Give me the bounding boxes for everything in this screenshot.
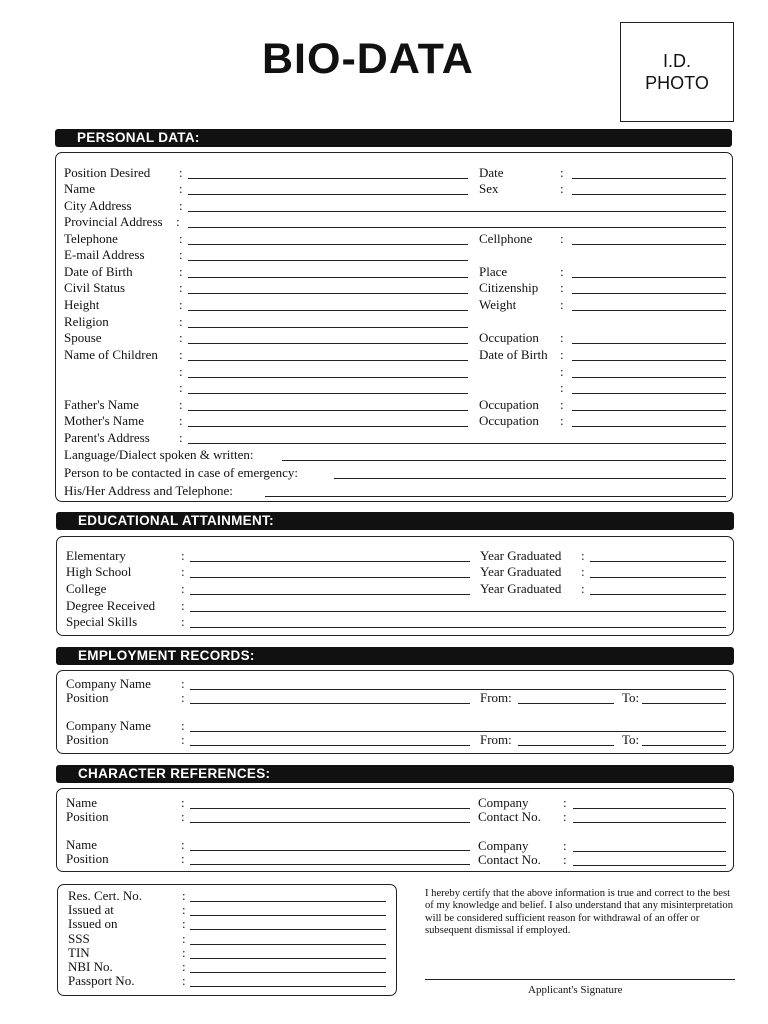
colon: : bbox=[181, 851, 185, 866]
emergency-contact-field[interactable] bbox=[334, 478, 726, 479]
name-label: Name bbox=[64, 181, 96, 196]
colon: : bbox=[560, 364, 564, 379]
ref-contact-field-2[interactable] bbox=[573, 865, 726, 866]
mothers-name-label: Mother's Name bbox=[64, 413, 144, 428]
colon: : bbox=[181, 809, 185, 824]
colon: : bbox=[560, 347, 564, 362]
colon: : bbox=[182, 930, 186, 946]
colon: : bbox=[179, 181, 183, 196]
emergency-contact-label: Person to be contacted in case of emergency: bbox=[64, 465, 299, 480]
to-label-1: To: bbox=[622, 690, 640, 705]
colon: : bbox=[181, 676, 185, 691]
city-address-label: City Address bbox=[64, 198, 132, 213]
place-field[interactable] bbox=[572, 277, 726, 278]
references-box bbox=[56, 788, 734, 872]
colon: : bbox=[560, 264, 564, 279]
colon: : bbox=[181, 548, 185, 563]
photo-label-line2: PHOTO bbox=[645, 73, 709, 93]
colon: : bbox=[563, 852, 567, 867]
id-nbi-field[interactable] bbox=[190, 972, 386, 973]
colon: : bbox=[179, 430, 183, 445]
colon: : bbox=[182, 902, 186, 918]
spouse-label: Spouse bbox=[64, 330, 102, 345]
company-name-field-1[interactable] bbox=[190, 689, 726, 690]
to-field-1[interactable] bbox=[642, 703, 726, 704]
ref-contact-field-1[interactable] bbox=[573, 822, 726, 823]
colon: : bbox=[181, 598, 185, 613]
colon: : bbox=[179, 314, 183, 329]
colon: : bbox=[179, 280, 183, 295]
education-box bbox=[56, 536, 734, 636]
elementary-label: Elementary bbox=[66, 548, 126, 563]
colon: : bbox=[560, 280, 564, 295]
elementary-field[interactable] bbox=[190, 561, 470, 562]
date-label: Date bbox=[479, 165, 504, 180]
signature-label: Applicant's Signature bbox=[528, 984, 623, 996]
ref-name-field-2[interactable] bbox=[190, 850, 470, 851]
ref-name-label-2: Name bbox=[66, 837, 98, 852]
telephone-field[interactable] bbox=[188, 244, 468, 245]
weight-label: Weight bbox=[479, 297, 517, 312]
ref-company-field-1[interactable] bbox=[573, 808, 726, 809]
to-field-2[interactable] bbox=[642, 745, 726, 746]
from-field-1[interactable] bbox=[518, 703, 614, 704]
children-dob-label-1: Date of Birth bbox=[479, 347, 548, 362]
colon: : bbox=[182, 959, 186, 974]
colon: : bbox=[181, 581, 185, 596]
father-occupation-label: Occupation bbox=[479, 397, 539, 412]
certification-text: I hereby certify that the above information is true and correct to the best of my knowledge and belief. I also understand that any misinterpretation will be considered sufficient reason for withdrawal of an offer or subsequent dismissal if employed. bbox=[425, 888, 734, 936]
colon: : bbox=[179, 264, 183, 279]
id-tin-field[interactable] bbox=[190, 958, 386, 959]
section-educational-attainment: EDUCATIONAL ATTAINMENT: bbox=[56, 512, 734, 530]
company-name-label-2: Company Name bbox=[66, 718, 151, 733]
colon: : bbox=[181, 690, 185, 705]
telephone-label: Telephone bbox=[64, 231, 118, 246]
page-title: BIO-DATA bbox=[262, 35, 474, 83]
colon: : bbox=[560, 165, 564, 180]
email-field[interactable] bbox=[188, 260, 468, 261]
colon: : bbox=[581, 581, 585, 596]
colon: : bbox=[581, 548, 585, 563]
id-passport-field[interactable] bbox=[190, 986, 386, 987]
spouse-occupation-field[interactable] bbox=[572, 343, 726, 344]
colon: : bbox=[182, 916, 186, 932]
company-name-label-1: Company Name bbox=[66, 676, 151, 691]
id-issued-at-label: Issued at bbox=[68, 902, 114, 918]
date-of-birth-field[interactable] bbox=[188, 277, 468, 278]
id-issued-on-label: Issued on bbox=[68, 916, 118, 932]
ref-position-label-2: Position bbox=[66, 851, 109, 866]
sex-field[interactable] bbox=[572, 194, 726, 195]
height-label: Height bbox=[64, 297, 100, 312]
ref-contact-label-2: Contact No. bbox=[478, 852, 541, 867]
id-sss-label: SSS bbox=[68, 930, 90, 946]
colon: : bbox=[563, 795, 567, 810]
position-desired-field[interactable] bbox=[188, 178, 468, 179]
id-passport-label: Passport No. bbox=[68, 973, 135, 989]
high-school-label: High School bbox=[66, 564, 132, 579]
colon: : bbox=[560, 397, 564, 412]
ref-position-field-1[interactable] bbox=[190, 822, 470, 823]
colon: : bbox=[176, 214, 180, 229]
fathers-name-label: Father's Name bbox=[64, 397, 139, 412]
college-label: College bbox=[66, 581, 107, 596]
children-dob-field-2[interactable] bbox=[572, 377, 726, 378]
position-desired-label: Position Desired bbox=[64, 165, 151, 180]
children-dob-field-3[interactable] bbox=[572, 393, 726, 394]
colon: : bbox=[179, 364, 183, 379]
high-school-field[interactable] bbox=[190, 577, 470, 578]
ref-contact-label-1: Contact No. bbox=[478, 809, 541, 824]
emergency-address-label: His/Her Address and Telephone: bbox=[64, 483, 233, 498]
signature-line[interactable] bbox=[425, 979, 735, 980]
children-field-2[interactable] bbox=[188, 377, 468, 378]
from-label-2: From: bbox=[480, 732, 512, 747]
college-year-field[interactable] bbox=[590, 594, 726, 595]
children-label-1: Name of Children bbox=[64, 347, 158, 362]
from-field-2[interactable] bbox=[518, 745, 614, 746]
children-field-1[interactable] bbox=[188, 360, 468, 361]
id-sss-field[interactable] bbox=[190, 944, 386, 945]
cellphone-label: Cellphone bbox=[479, 231, 533, 246]
college-year-label: Year Graduated bbox=[480, 581, 562, 596]
colon: : bbox=[179, 397, 183, 412]
weight-field[interactable] bbox=[572, 310, 726, 311]
from-label-1: From: bbox=[480, 690, 512, 705]
colon: : bbox=[182, 973, 186, 989]
spouse-field[interactable] bbox=[188, 343, 468, 344]
colon: : bbox=[563, 838, 567, 853]
id-issued-at-field[interactable] bbox=[190, 915, 386, 916]
parents-address-label: Parent's Address bbox=[64, 430, 150, 445]
citizenship-field[interactable] bbox=[572, 293, 726, 294]
religion-label: Religion bbox=[64, 314, 109, 329]
ref-company-label-1: Company bbox=[478, 795, 529, 810]
colon: : bbox=[181, 564, 185, 579]
date-of-birth-label: Date of Birth bbox=[64, 264, 133, 279]
position-label-1: Position bbox=[66, 690, 109, 705]
colon: : bbox=[179, 165, 183, 180]
id-photo-box bbox=[620, 22, 734, 122]
ref-name-label-1: Name bbox=[66, 795, 98, 810]
colon: : bbox=[181, 718, 185, 733]
colon: : bbox=[560, 297, 564, 312]
colon: : bbox=[181, 732, 185, 747]
colon: : bbox=[179, 297, 183, 312]
language-label: Language/Dialect spoken & written: bbox=[64, 447, 254, 462]
civil-status-label: Civil Status bbox=[64, 280, 126, 295]
id-issued-on-field[interactable] bbox=[190, 929, 386, 930]
religion-field[interactable] bbox=[188, 327, 468, 328]
children-field-3[interactable] bbox=[188, 393, 468, 394]
degree-label: Degree Received bbox=[66, 598, 156, 613]
high-school-year-label: Year Graduated bbox=[480, 564, 562, 579]
colon: : bbox=[181, 614, 185, 629]
cellphone-field[interactable] bbox=[572, 244, 726, 245]
company-name-field-2[interactable] bbox=[190, 731, 726, 732]
date-field[interactable] bbox=[572, 178, 726, 179]
position-label-2: Position bbox=[66, 732, 109, 747]
to-label-2: To: bbox=[622, 732, 640, 747]
ref-name-field-1[interactable] bbox=[190, 808, 470, 809]
colon: : bbox=[181, 837, 185, 852]
name-field[interactable] bbox=[188, 194, 468, 195]
high-school-year-field[interactable] bbox=[590, 577, 726, 578]
colon: : bbox=[179, 347, 183, 362]
colon: : bbox=[563, 809, 567, 824]
ref-company-label-2: Company bbox=[478, 838, 529, 853]
father-occupation-field[interactable] bbox=[572, 410, 726, 411]
position-field-2[interactable] bbox=[190, 745, 470, 746]
special-skills-field[interactable] bbox=[190, 627, 726, 628]
spouse-occupation-label: Occupation bbox=[479, 330, 539, 345]
email-label: E-mail Address bbox=[64, 247, 145, 262]
place-label: Place bbox=[479, 264, 508, 279]
mothers-name-field[interactable] bbox=[188, 426, 468, 427]
elementary-year-field[interactable] bbox=[590, 561, 726, 562]
sex-label: Sex bbox=[479, 181, 499, 196]
colon: : bbox=[560, 380, 564, 395]
section-employment-records: EMPLOYMENT RECORDS: bbox=[56, 647, 734, 665]
colon: : bbox=[182, 888, 186, 903]
colon: : bbox=[181, 795, 185, 810]
height-field[interactable] bbox=[188, 310, 468, 311]
id-res-cert-label: Res. Cert. No. bbox=[68, 888, 143, 903]
citizenship-label: Citizenship bbox=[479, 280, 539, 295]
colon: : bbox=[560, 413, 564, 428]
children-dob-field-1[interactable] bbox=[572, 360, 726, 361]
civil-status-field[interactable] bbox=[188, 293, 468, 294]
mother-occupation-field[interactable] bbox=[572, 426, 726, 427]
photo-label-line1: I.D. bbox=[662, 50, 691, 71]
colon: : bbox=[560, 330, 564, 345]
provincial-address-field[interactable] bbox=[188, 227, 726, 228]
id-res-cert-field[interactable] bbox=[190, 901, 386, 902]
colon: : bbox=[179, 231, 183, 246]
colon: : bbox=[179, 330, 183, 345]
special-skills-label: Special Skills bbox=[66, 614, 138, 629]
id-tin-label: TIN bbox=[68, 944, 90, 960]
colon: : bbox=[179, 198, 183, 213]
emergency-address-field[interactable] bbox=[265, 496, 726, 497]
parents-address-field[interactable] bbox=[188, 443, 726, 444]
colon: : bbox=[560, 181, 564, 196]
colon: : bbox=[581, 564, 585, 579]
colon: : bbox=[182, 944, 186, 960]
section-personal-data: PERSONAL DATA: bbox=[55, 129, 732, 147]
colon: : bbox=[179, 380, 183, 395]
ref-company-field-2[interactable] bbox=[573, 851, 726, 852]
position-field-1[interactable] bbox=[190, 703, 470, 704]
mother-occupation-label: Occupation bbox=[479, 413, 539, 428]
elementary-year-label: Year Graduated bbox=[480, 548, 562, 563]
language-field[interactable] bbox=[282, 460, 726, 461]
fathers-name-field[interactable] bbox=[188, 410, 468, 411]
colon: : bbox=[179, 413, 183, 428]
degree-field[interactable] bbox=[190, 611, 726, 612]
colon: : bbox=[560, 231, 564, 246]
city-address-field[interactable] bbox=[188, 211, 726, 212]
provincial-address-label: Provincial Address bbox=[64, 214, 163, 229]
section-character-references: CHARACTER REFERENCES: bbox=[56, 765, 734, 783]
ref-position-field-2[interactable] bbox=[190, 864, 470, 865]
id-nbi-label: NBI No. bbox=[68, 959, 113, 974]
ref-position-label-1: Position bbox=[66, 809, 109, 824]
colon: : bbox=[179, 247, 183, 262]
college-field[interactable] bbox=[190, 594, 470, 595]
